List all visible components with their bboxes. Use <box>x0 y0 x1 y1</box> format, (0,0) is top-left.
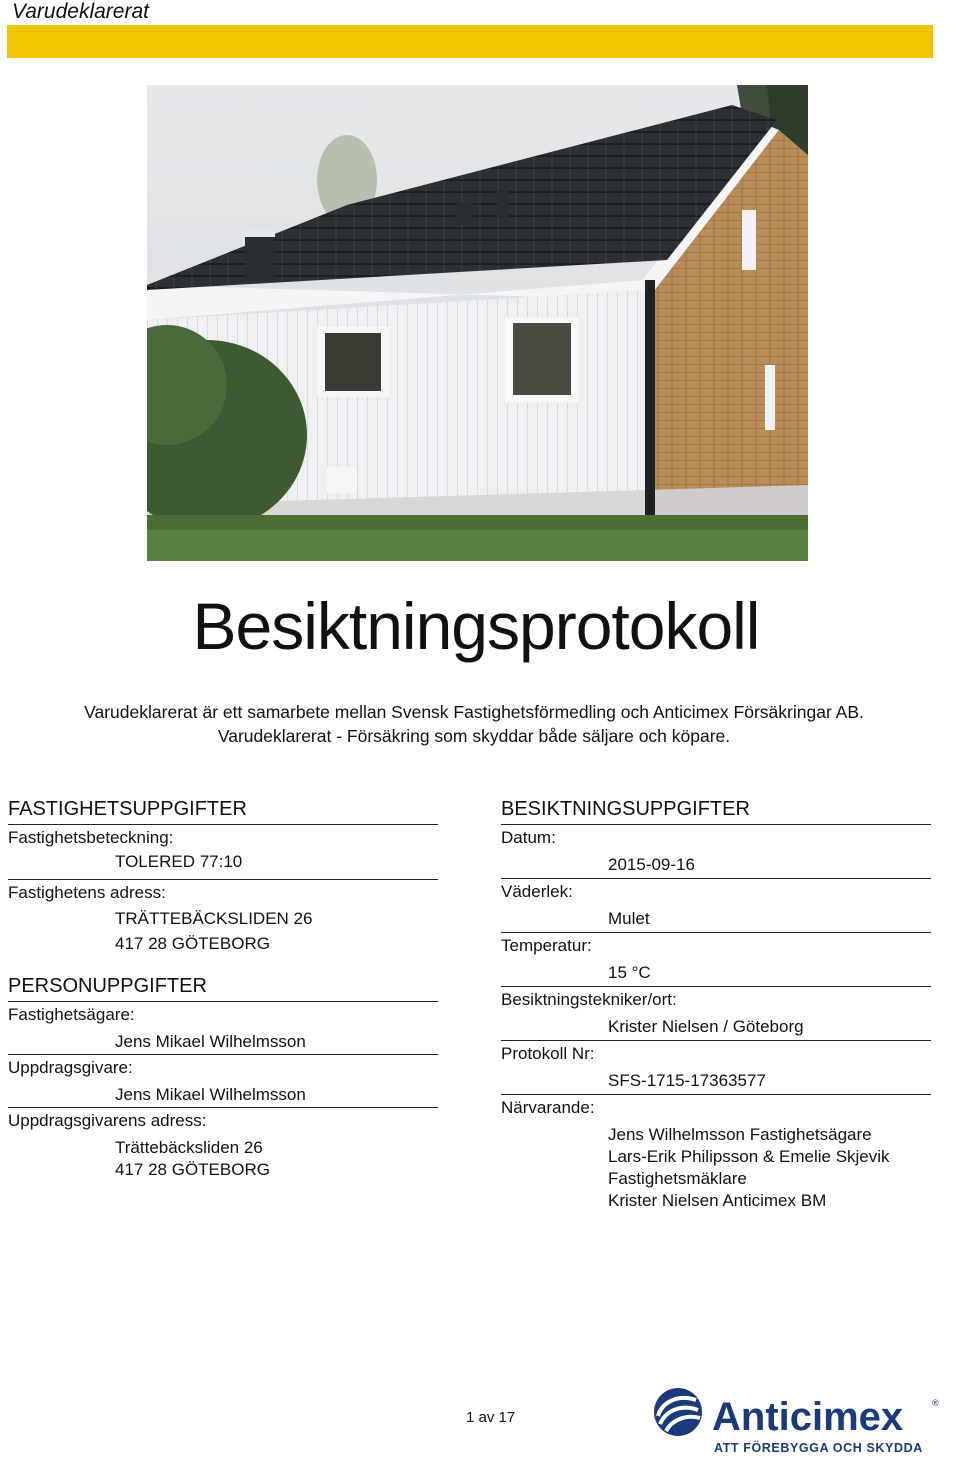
narvarande-label: Närvarande: <box>501 1098 595 1117</box>
adress-label: Fastighetens adress: <box>8 883 166 902</box>
narvarande-4: Krister Nielsen Anticimex BM <box>608 1191 827 1210</box>
logo-wordmark: Anticimex <box>712 1395 904 1439</box>
logo-tagline: ATT FÖREBYGGA OCH SKYDDA <box>714 1441 923 1455</box>
tekniker-value: Krister Nielsen / Göteborg <box>501 1013 931 1041</box>
beteckning-label: Fastighetsbeteckning: <box>8 828 174 847</box>
givare-adress-line-1: Trättebäcksliden 26 <box>115 1138 263 1157</box>
header-title: Varudeklarerat <box>12 0 149 23</box>
page-number: 1 av 17 <box>466 1409 516 1426</box>
left-column <box>8 795 438 1181</box>
fastighet-heading: FASTIGHETSUPPGIFTER <box>8 795 438 825</box>
narvarande-3: Fastighetsmäklare <box>608 1169 747 1188</box>
tekniker-label: Besiktningstekniker/ort: <box>501 990 677 1009</box>
narvarande-1: Jens Wilhelmsson Fastighetsägare <box>608 1125 872 1144</box>
house-photo <box>147 85 808 561</box>
givare-adress-line-2: 417 28 GÖTEBORG <box>115 1160 270 1179</box>
beteckning-value: TOLERED 77:10 <box>8 851 438 880</box>
logo-swirl-icon <box>654 1388 702 1436</box>
agare-label: Fastighetsägare: <box>8 1005 135 1024</box>
datum-value: 2015-09-16 <box>501 851 931 879</box>
agare-value: Jens Mikael Wilhelmsson <box>8 1028 438 1055</box>
besiktning-heading: BESIKTNINGSUPPGIFTER <box>501 795 931 825</box>
intro-text <box>0 700 948 748</box>
right-column <box>501 795 931 1212</box>
givare-label: Uppdragsgivare: <box>8 1058 133 1077</box>
temp-value: 15 °C <box>501 959 931 987</box>
intro-line-1: Varudeklarerat är ett samarbete mellan Svensk Fastighetsförmedling och Anticimex Försäkringar AB. <box>84 702 864 722</box>
adress-line-2: 417 28 GÖTEBORG <box>115 934 270 953</box>
anticimex-logo <box>652 1386 942 1458</box>
datum-label: Datum: <box>501 828 556 847</box>
vader-label: Väderlek: <box>501 882 573 901</box>
page-title: Besiktningsprotokoll <box>192 589 760 663</box>
adress-line-1: TRÄTTEBÄCKSLIDEN 26 <box>115 909 313 928</box>
narvarande-2: Lars-Erik Philipsson & Emelie Skjevik <box>608 1147 890 1166</box>
givare-adress-label: Uppdragsgivarens adress: <box>8 1111 207 1130</box>
registered-mark-icon: ® <box>932 1398 939 1408</box>
vader-value: Mulet <box>501 905 931 933</box>
protokoll-label: Protokoll Nr: <box>501 1044 595 1063</box>
accent-bar <box>7 25 933 58</box>
protokoll-value: SFS-1715-17363577 <box>501 1067 931 1095</box>
person-heading: PERSONUPPGIFTER <box>8 972 438 1002</box>
temp-label: Temperatur: <box>501 936 592 955</box>
givare-value: Jens Mikael Wilhelmsson <box>8 1081 438 1108</box>
intro-line-2: Varudeklarerat - Försäkring som skyddar både säljare och köpare. <box>217 726 731 746</box>
